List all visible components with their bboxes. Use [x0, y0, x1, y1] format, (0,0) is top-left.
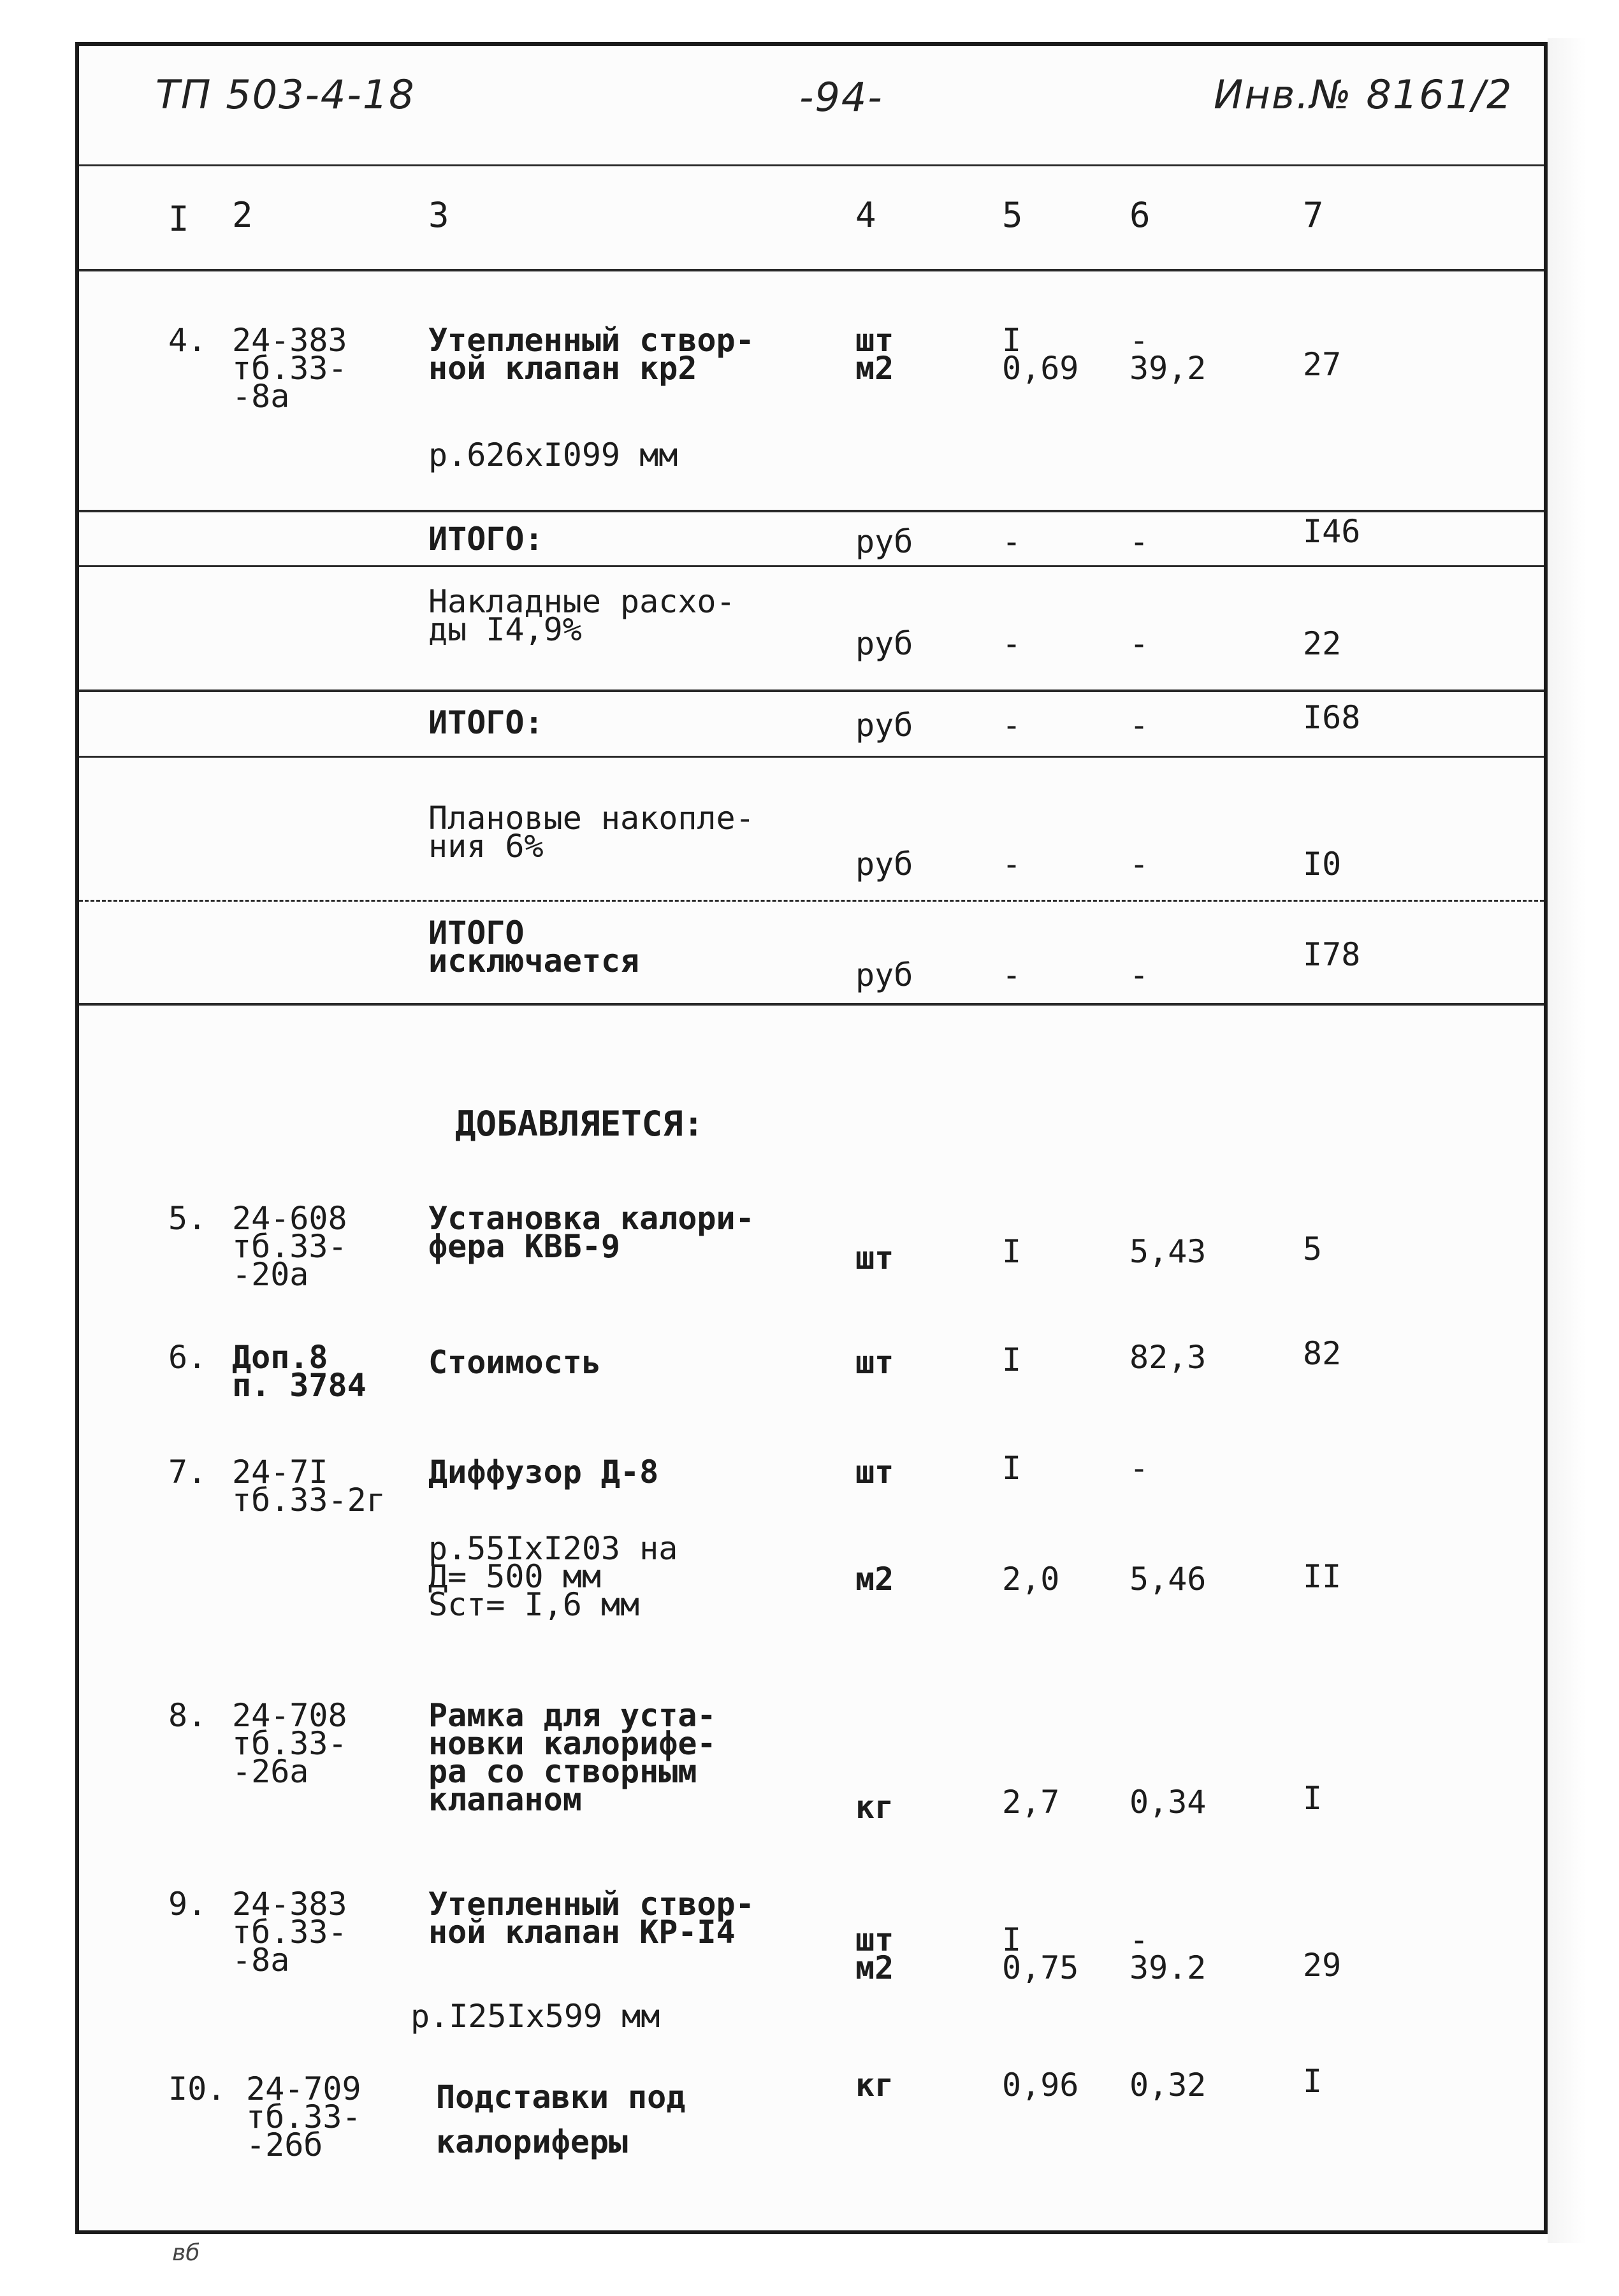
subtotal-2-unit: руб: [855, 707, 913, 744]
subtotal-1-unit: руб: [855, 523, 913, 560]
row-6-total: 82: [1303, 1335, 1342, 1372]
scan-edge: [1548, 38, 1586, 2243]
row-9-unit: шт м2: [855, 1921, 894, 1986]
rule-header: [79, 164, 1544, 166]
row-7-price2: 5,46: [1129, 1561, 1207, 1598]
row-7-code: 24-7I тб.33-2г: [232, 1454, 386, 1519]
row-5-code: 24-608 тб.33- -20а: [232, 1200, 347, 1293]
row-8-price: 0,34: [1129, 1784, 1207, 1821]
rule-6: [79, 1003, 1544, 1006]
row-6-desc: Стоимость: [428, 1344, 601, 1381]
col-4: 4: [855, 195, 876, 235]
excluded-total: I78: [1303, 936, 1361, 973]
row-8-qty: 2,7: [1002, 1784, 1060, 1821]
row-6-num: 6.: [168, 1339, 207, 1376]
col-1: I: [168, 199, 189, 239]
subtotal-1-qty: -: [1002, 523, 1022, 560]
row-4-size: р.626хI099 мм: [428, 437, 678, 473]
row-4-total: 27: [1303, 346, 1342, 383]
rule-2: [79, 565, 1544, 567]
rule-1: [79, 510, 1544, 512]
row-7-total2: II: [1303, 1558, 1342, 1595]
row-10-qty: 0,96: [1002, 2067, 1079, 2104]
row-7-qty2: 2,0: [1002, 1561, 1060, 1598]
row-5-num: 5.: [168, 1200, 207, 1237]
overhead-price: -: [1129, 625, 1149, 662]
overhead-unit: руб: [855, 625, 913, 662]
row-9-total: 29: [1303, 1947, 1342, 1984]
overhead-total: 22: [1303, 625, 1342, 662]
subtotal-2-price: -: [1129, 707, 1149, 744]
row-5-qty: I: [1002, 1233, 1022, 1270]
row-7-num: 7.: [168, 1454, 207, 1491]
excluded-price: -: [1129, 957, 1149, 993]
planned-total: I0: [1303, 846, 1342, 883]
excluded-label: ИТОГО исключается: [428, 914, 640, 979]
row-8-total: I: [1303, 1780, 1323, 1817]
row-4-unit: шт м2: [855, 322, 894, 387]
row-8-unit: кг: [855, 1789, 894, 1826]
row-10-code: 24-709 тб.33- -26б: [246, 2070, 361, 2163]
subtotal-2-qty: -: [1002, 707, 1022, 744]
row-9-price: - 39.2: [1129, 1921, 1207, 1986]
excluded-qty: -: [1002, 957, 1022, 993]
rule-4: [79, 756, 1544, 758]
row-6-code: Доп.8 п. 3784: [232, 1339, 367, 1404]
footer-mark: вб: [172, 2240, 200, 2266]
row-5-price: 5,43: [1129, 1233, 1207, 1270]
rule-5: [79, 900, 1544, 902]
col-5: 5: [1002, 195, 1023, 235]
row-5-desc: Установка калори- фера КВБ-9: [428, 1200, 755, 1265]
row-6-unit: шт: [855, 1344, 894, 1381]
row-9-code: 24-383 тб.33- -8а: [232, 1886, 347, 1979]
subtotal-2-label: ИТОГО:: [428, 704, 544, 741]
page-number: -94-: [799, 74, 883, 120]
row-6-price: 82,3: [1129, 1339, 1207, 1376]
row-8-desc: Рамка для уста- новки калорифе- ра со створным клапаном: [428, 1697, 716, 1818]
row-7-unit2: м2: [855, 1561, 894, 1598]
planned-qty: -: [1002, 846, 1022, 883]
row-10-desc: Подставки под калориферы: [436, 2079, 686, 2160]
row-4-qty: I 0,69: [1002, 322, 1079, 387]
excluded-unit: руб: [855, 957, 913, 993]
row-7-unit: шт: [855, 1454, 894, 1491]
row-7-price: -: [1129, 1450, 1149, 1487]
row-8-num: 8.: [168, 1697, 207, 1734]
overhead-qty: -: [1002, 625, 1022, 662]
col-6: 6: [1129, 195, 1151, 235]
inventory-number: Инв.№ 8161/2: [1214, 71, 1513, 118]
row-10-price: 0,32: [1129, 2067, 1207, 2104]
row-8-code: 24-708 тб.33- -26а: [232, 1697, 347, 1790]
row-5-total: 5: [1303, 1231, 1323, 1267]
row-4-desc: Утепленный створ- ной клапан кр2: [428, 322, 755, 387]
subtotal-1-price: -: [1129, 523, 1149, 560]
col-3: 3: [428, 195, 449, 235]
subtotal-1-label: ИТОГО:: [428, 521, 544, 558]
planned-label: Плановые накопле- ния 6%: [428, 800, 755, 865]
row-6-qty: I: [1002, 1341, 1022, 1378]
row-7-desc: Диффузор Д-8: [428, 1454, 659, 1491]
row-7-qty: I: [1002, 1450, 1022, 1487]
row-9-desc: Утепленный створ- ной клапан КР-I4: [428, 1886, 755, 1951]
rule-columns: [79, 269, 1544, 271]
row-9-qty: I 0,75: [1002, 1921, 1079, 1986]
planned-unit: руб: [855, 846, 913, 883]
section-title: ДОБАВЛЯЕТСЯ:: [455, 1104, 704, 1144]
row-9-num: 9.: [168, 1886, 207, 1923]
row-4-num: 4.: [168, 322, 207, 359]
row-10-total: I: [1303, 2063, 1323, 2100]
doc-code: ТП 503-4-18: [156, 71, 416, 118]
document-page: [75, 42, 1548, 2234]
row-7-size: р.55IхI203 на Д= 500 мм Sст= I,6 мм: [428, 1530, 678, 1623]
overhead-label: Накладные расхо- ды I4,9%: [428, 583, 736, 648]
rule-3: [79, 690, 1544, 692]
row-4-price: - 39,2: [1129, 322, 1207, 387]
row-10-unit: кг: [855, 2067, 894, 2104]
row-10-num: I0.: [168, 2070, 226, 2107]
row-4-code: 24-383 тб.33- -8а: [232, 322, 347, 415]
subtotal-2-total: I68: [1303, 699, 1361, 736]
row-5-unit: шт: [855, 1239, 894, 1276]
col-2: 2: [232, 195, 253, 235]
subtotal-1-total: I46: [1303, 513, 1361, 550]
row-9-size: р.I25Iх599 мм: [410, 1998, 660, 2035]
col-7: 7: [1303, 195, 1324, 235]
planned-price: -: [1129, 846, 1149, 883]
